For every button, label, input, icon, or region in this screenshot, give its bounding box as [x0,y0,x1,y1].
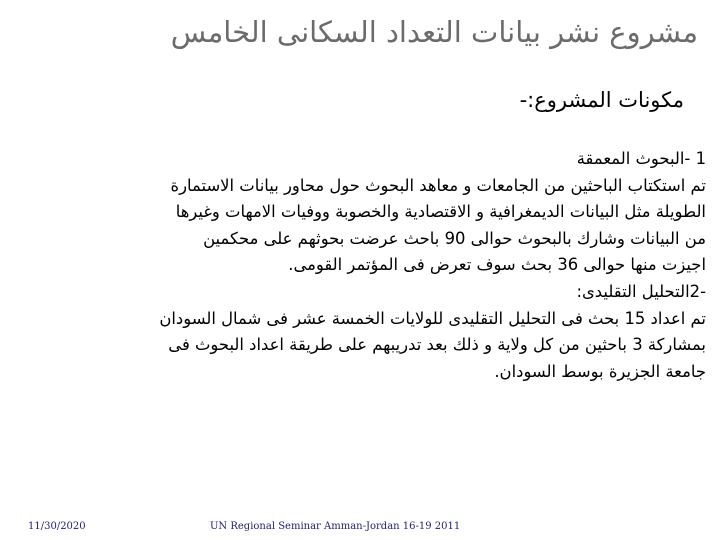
body-line: بمشاركة 3 باحثين من كل ولاية و ذلك بعد تدريبهم على طريقة اعداد البحوث فى [168,335,706,355]
body-line: تم استكتاب الباحثين من الجامعات و معاهد البحوث حول محاور بيانات الاستمارة [170,175,706,195]
slide-body [60,146,706,385]
footer-date: 11/30/2020 [28,521,86,532]
footer-event: UN Regional Seminar Amman-Jordan 16-19 2011 [210,521,461,532]
slide-title: مشروع نشر بيانات التعداد السكانى الخامس [170,15,698,49]
body-line: الطويلة مثل البيانات الديمغرافية و الاقتصادية والخصوبة ووفيات الامهات وغيرها [175,202,706,222]
body-line: جامعة الجزيرة بوسط السودان. [494,361,706,381]
body-line: اجيزت منها حوالى 36 بحث سوف تعرض فى المؤتمر القومى. [288,255,706,275]
section-heading: مكونات المشروع:- [519,88,684,112]
body-line: تم اعداد 15 بحث فى التحليل التقليدى للولايات الخمسة عشر فى شمال السودان [159,308,706,328]
body-line: 1 -البحوث المعمقة [576,149,706,168]
body-line: -2التحليل التقليدى: [576,281,706,301]
body-line: من البيانات وشارك بالبحوث حوالى 90 باحث عرضت بحوثهم على محكمين [203,228,706,248]
